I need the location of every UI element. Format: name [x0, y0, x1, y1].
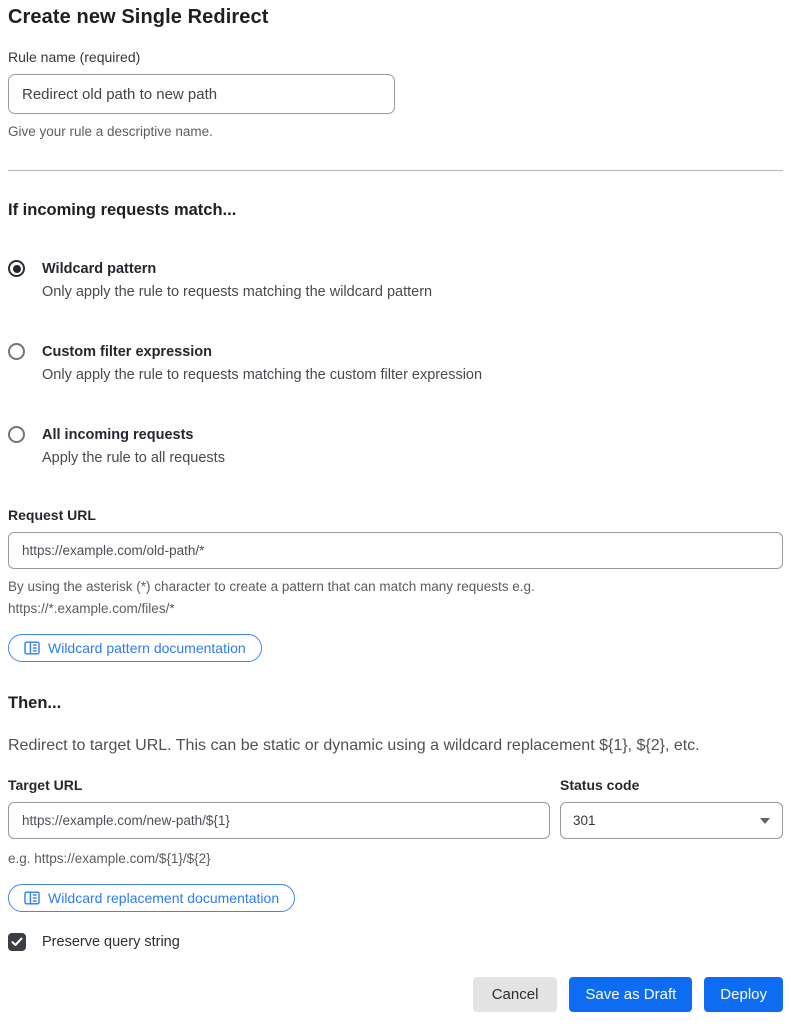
doc-button-label: Wildcard pattern documentation: [48, 640, 246, 656]
rule-name-helper: Give your rule a descriptive name.: [8, 124, 213, 139]
helper-line-2: https://*.example.com/files/*: [8, 601, 175, 616]
deploy-button[interactable]: Deploy: [704, 977, 783, 1012]
radio-wildcard-pattern[interactable]: [8, 258, 783, 304]
checkbox-checked-icon[interactable]: [8, 933, 26, 951]
open-book-icon: [24, 641, 40, 655]
status-code-select[interactable]: [560, 802, 783, 839]
radio-description: Apply the rule to all requests: [42, 450, 225, 466]
target-url-label: Target URL: [8, 777, 83, 793]
status-code-value: 301: [573, 813, 596, 828]
then-description: Redirect to target URL. This can be static or dynamic using a wildcard replacement ${1}, ${2}, etc.: [8, 737, 700, 754]
target-url-input[interactable]: [8, 802, 550, 839]
radio-description: Only apply the rule to requests matching the custom filter expression: [42, 367, 483, 383]
match-section-heading: If incoming requests match...: [8, 201, 237, 219]
page-title: Create new Single Redirect: [8, 6, 269, 28]
wildcard-pattern-doc-button[interactable]: [8, 634, 262, 662]
open-book-icon: [24, 891, 40, 905]
rule-name-label: Rule name (required): [8, 49, 141, 65]
preserve-query-string-label: Preserve query string: [42, 934, 180, 950]
radio-label: Wildcard pattern: [42, 261, 157, 277]
request-url-helper: [8, 576, 783, 620]
radio-all-incoming-requests[interactable]: [8, 424, 783, 470]
rule-name-input[interactable]: [8, 74, 395, 114]
save-as-draft-button[interactable]: Save as Draft: [569, 977, 692, 1012]
helper-line-1: By using the asterisk (*) character to create a pattern that can match many requests e.g.: [8, 579, 535, 594]
status-code-label: Status code: [560, 777, 640, 793]
radio-unselected-icon[interactable]: [8, 343, 25, 360]
match-type-radio-group: [8, 258, 783, 470]
radio-custom-filter-expression[interactable]: [8, 341, 783, 387]
wildcard-replacement-doc-button[interactable]: [8, 884, 295, 912]
radio-label: Custom filter expression: [42, 344, 213, 360]
radio-unselected-icon[interactable]: [8, 426, 25, 443]
request-url-input[interactable]: [8, 532, 783, 569]
radio-description: Only apply the rule to requests matching the wildcard pattern: [42, 284, 433, 300]
then-section-heading: Then...: [8, 694, 62, 712]
chevron-down-icon: [760, 818, 770, 824]
radio-selected-icon[interactable]: [8, 260, 25, 277]
footer-actions: [8, 977, 783, 1012]
section-divider: [8, 170, 783, 171]
cancel-button[interactable]: Cancel: [473, 977, 558, 1012]
preserve-query-string-row[interactable]: [8, 933, 783, 951]
radio-label: All incoming requests: [42, 427, 194, 443]
request-url-label: Request URL: [8, 507, 96, 523]
doc-button-label: Wildcard replacement documentation: [48, 890, 280, 906]
target-url-helper: e.g. https://example.com/${1}/${2}: [8, 851, 211, 866]
